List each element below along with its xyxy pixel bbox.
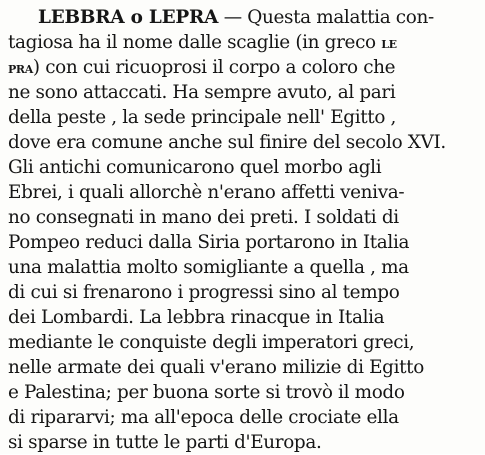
entry-line-3 <box>8 55 478 80</box>
greek-term-part-1: le <box>381 34 397 52</box>
entry-line-1-text: — Questa malattia con- <box>218 7 434 28</box>
entry-line-2-text: tagiosa ha il nome dalle scaglie (in greco <box>8 32 382 53</box>
entry-line-16: e Palestina; per buona sorte si trovò il modo <box>8 382 405 403</box>
entry-line-11: una malattia molto somigliante a quella , ma <box>8 257 409 278</box>
entry-line-6: dove era comune anche sul finire del secolo XVI. <box>8 132 446 153</box>
entry-line-5: della peste , la sede principale nell' Egitto , <box>8 107 397 128</box>
entry-line-12: di cui si frenarono i progressi sino al tempo <box>8 282 400 303</box>
entry-line-18: si sparse in tutte le parti d'Europa. <box>8 432 322 453</box>
dictionary-entry <box>8 5 478 455</box>
entry-line-9: no consegnati in mano dei preti. I soldati di <box>8 207 399 228</box>
entry-line-7: Gli antichi comunicarono quel morbo agli <box>8 157 382 178</box>
entry-line-17: di ripararvi; ma all'epoca delle crociate ella <box>8 407 399 428</box>
entry-line-8: Ebrei, i quali allorchè n'erano affetti veniva- <box>8 182 405 203</box>
entry-line-13: dei Lombardi. La lebbra rinacque in Italia <box>8 307 385 328</box>
entry-line-14: mediante le conquiste degli imperatori greci, <box>8 332 415 353</box>
entry-line-2 <box>8 30 478 55</box>
entry-line-10: Pompeo reduci dalla Siria portarono in Italia <box>8 232 410 253</box>
entry-line-15: nelle armate dei quali v'erano milizie di Egitto <box>8 357 424 378</box>
entry-headword: LEBBRA o LEPRA <box>38 7 219 28</box>
entry-line-3-text: ) con cui ricuoprosi il corpo a coloro che <box>32 57 396 78</box>
entry-line-4: ne sono attaccati. Ha sempre avuto, al pari <box>8 82 396 103</box>
entry-line-1 <box>8 5 478 30</box>
greek-term-part-2: pra <box>8 59 33 77</box>
